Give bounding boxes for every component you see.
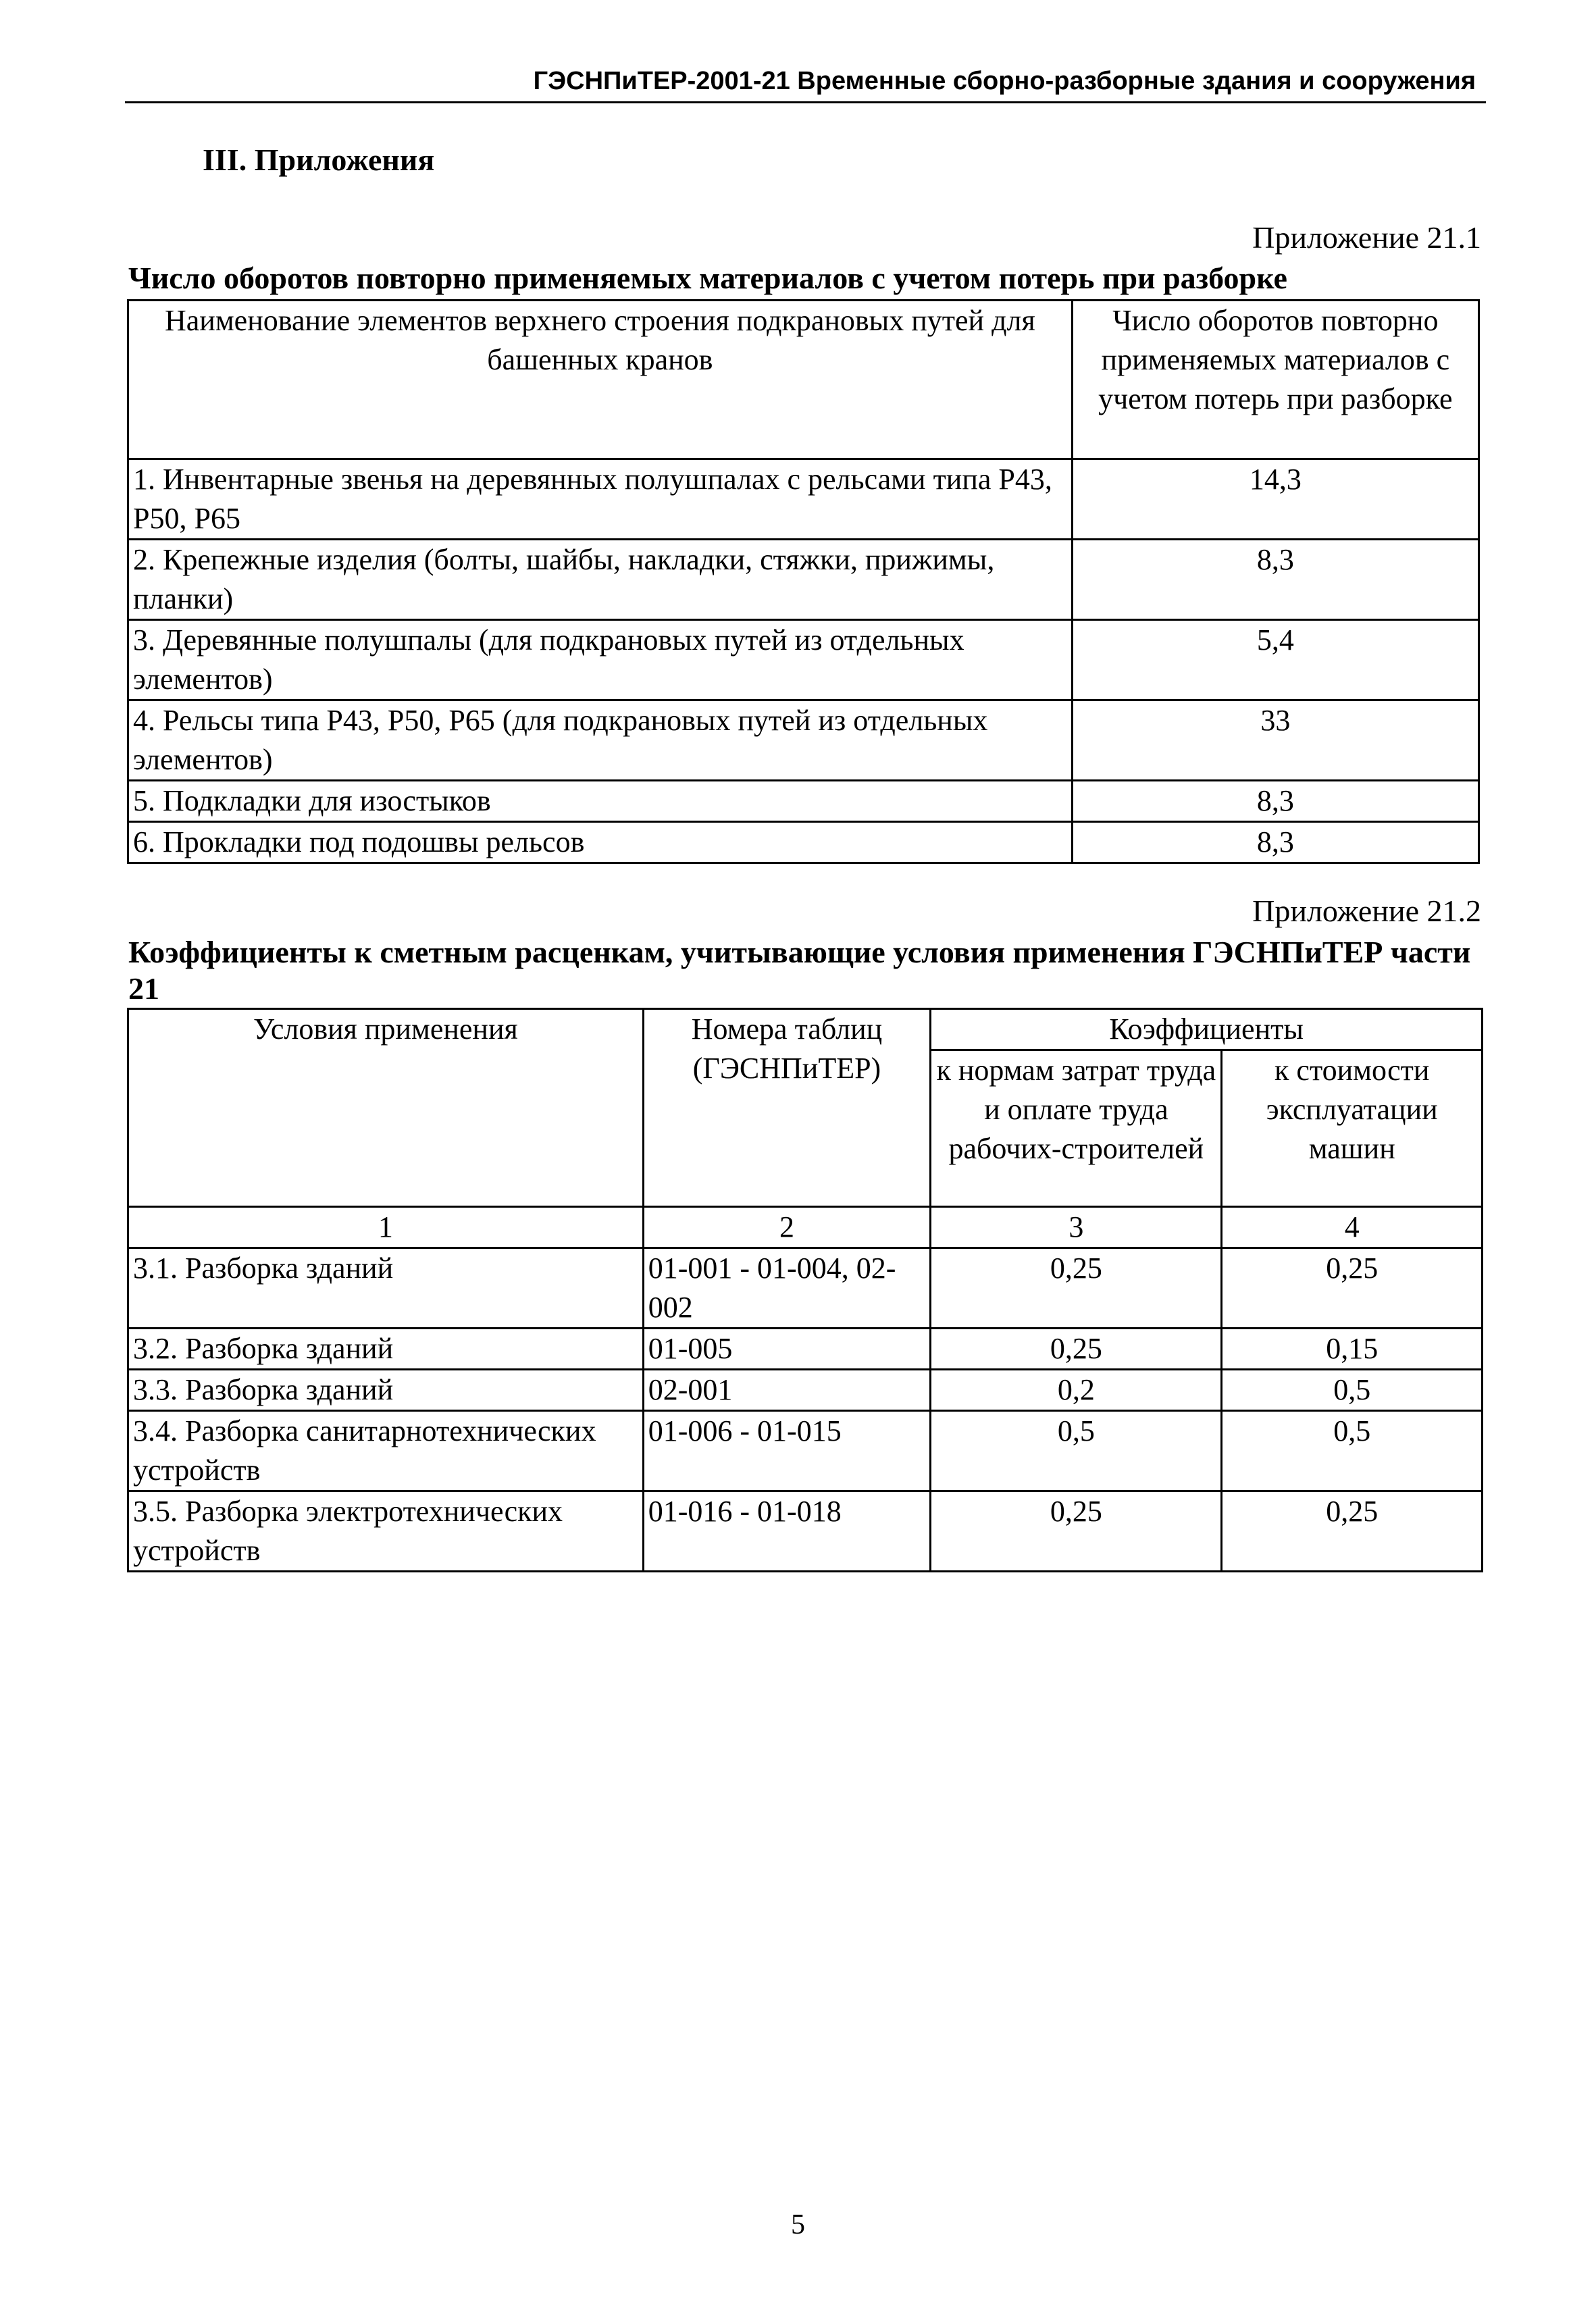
table-title-21-1: Число оборотов повторно применяемых материалов с учетом потерь при разборке xyxy=(128,261,1287,295)
row-labor: 0,25 xyxy=(931,1491,1222,1572)
header-rule xyxy=(125,101,1486,103)
row-condition: 3.2. Разборка зданий xyxy=(128,1329,644,1370)
row-name: 1. Инвентарные звенья на деревянных полушпалах с рельсами типа Р43, Р50, Р65 xyxy=(128,459,1073,540)
row-condition: 3.5. Разборка электротехнических устройств xyxy=(128,1491,644,1572)
row-value: 33 xyxy=(1072,700,1478,781)
column-number: 1 xyxy=(128,1207,644,1248)
row-tables: 01-006 - 01-015 xyxy=(643,1411,930,1491)
section-title: III. Приложения xyxy=(203,143,435,177)
row-name: 5. Подкладки для изостыков xyxy=(128,781,1073,822)
row-value: 5,4 xyxy=(1072,620,1478,700)
row-condition: 3.3. Разборка зданий xyxy=(128,1370,644,1411)
table-row xyxy=(128,700,1479,781)
row-tables: 01-016 - 01-018 xyxy=(643,1491,930,1572)
page-number: 5 xyxy=(791,2209,805,2240)
row-condition: 3.4. Разборка санитарнотехнических устройств xyxy=(128,1411,644,1491)
row-name: 4. Рельсы типа Р43, Р50, Р65 (для подкрановых путей из отдельных элементов) xyxy=(128,700,1073,781)
column-header-tables: Номера таблиц (ГЭСНПиТЕР) xyxy=(643,1009,930,1207)
row-name: 3. Деревянные полушпалы (для подкрановых путей из отдельных элементов) xyxy=(128,620,1073,700)
turnover-table xyxy=(127,299,1480,864)
row-name: 2. Крепежные изделия (болты, шайбы, накладки, стяжки, прижимы, планки) xyxy=(128,540,1073,620)
table-row xyxy=(128,781,1479,822)
table-row xyxy=(128,1411,1483,1491)
column-header-conditions: Условия применения xyxy=(128,1009,644,1207)
table-row xyxy=(128,1248,1483,1329)
table-header-row xyxy=(128,1009,1483,1050)
row-tables: 01-005 xyxy=(643,1329,930,1370)
row-machines: 0,25 xyxy=(1222,1491,1483,1572)
table-row xyxy=(128,1491,1483,1572)
row-machines: 0,5 xyxy=(1222,1370,1483,1411)
row-labor: 0,25 xyxy=(931,1329,1222,1370)
table-header-row xyxy=(128,301,1479,459)
table-row xyxy=(128,822,1479,863)
appendix-label-21-2: Приложение 21.2 xyxy=(1252,894,1481,928)
row-value: 8,3 xyxy=(1072,822,1478,863)
column-number-row xyxy=(128,1207,1483,1248)
row-value: 8,3 xyxy=(1072,781,1478,822)
table-row xyxy=(128,1370,1483,1411)
table-row xyxy=(128,459,1479,540)
column-number: 3 xyxy=(931,1207,1222,1248)
running-header: ГЭСНПиТЕР-2001-21 Временные сборно-разборные здания и сооружения xyxy=(533,67,1476,95)
row-condition: 3.1. Разборка зданий xyxy=(128,1248,644,1329)
column-header-element-name: Наименование элементов верхнего строения подкрановых путей для башенных кранов xyxy=(128,301,1073,459)
row-tables: 02-001 xyxy=(643,1370,930,1411)
row-name: 6. Прокладки под подошвы рельсов xyxy=(128,822,1073,863)
row-labor: 0,25 xyxy=(931,1248,1222,1329)
row-machines: 0,15 xyxy=(1222,1329,1483,1370)
column-header-labor: к нормам затрат труда и оплате труда рабочих-строителей xyxy=(931,1050,1222,1207)
appendix-label-21-1: Приложение 21.1 xyxy=(1252,220,1481,255)
row-tables: 01-001 - 01-004, 02-002 xyxy=(643,1248,930,1329)
table-row xyxy=(128,540,1479,620)
column-number: 2 xyxy=(643,1207,930,1248)
column-header-coefficients: Коэффициенты xyxy=(931,1009,1483,1050)
table-title-21-2: Коэффициенты к сметным расценкам, учитывающие условия применения ГЭСНПиТЕР части 21 xyxy=(128,935,1471,1006)
row-machines: 0,5 xyxy=(1222,1411,1483,1491)
row-value: 8,3 xyxy=(1072,540,1478,620)
column-header-turnover: Число оборотов повторно применяемых материалов с учетом потерь при разборке xyxy=(1072,301,1478,459)
row-machines: 0,25 xyxy=(1222,1248,1483,1329)
table-row xyxy=(128,1329,1483,1370)
column-header-machines: к стоимости эксплуатации машин xyxy=(1222,1050,1483,1207)
row-value: 14,3 xyxy=(1072,459,1478,540)
table-row xyxy=(128,620,1479,700)
coefficients-table xyxy=(127,1008,1483,1572)
column-number: 4 xyxy=(1222,1207,1483,1248)
row-labor: 0,5 xyxy=(931,1411,1222,1491)
row-labor: 0,2 xyxy=(931,1370,1222,1411)
